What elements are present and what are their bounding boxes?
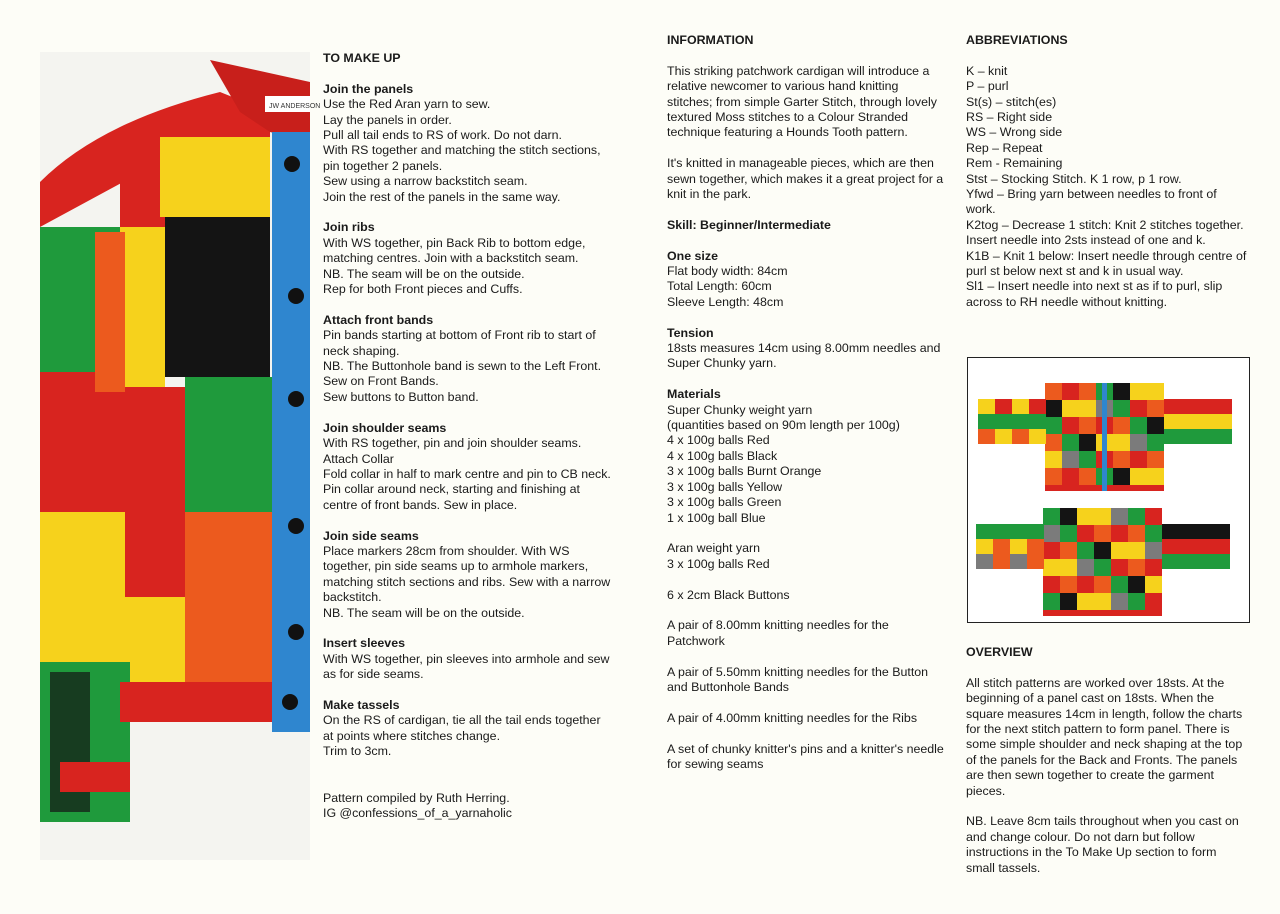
body-yellow-top bbox=[160, 137, 270, 217]
patch bbox=[995, 399, 1012, 414]
patch bbox=[1128, 508, 1145, 525]
tension-heading: Tension bbox=[667, 325, 714, 340]
patch bbox=[1043, 610, 1162, 616]
material-line: Super Chunky weight yarn bbox=[667, 402, 813, 417]
patch bbox=[1077, 559, 1094, 576]
bottom-rib bbox=[120, 682, 280, 722]
patch bbox=[1060, 559, 1077, 576]
patch bbox=[1130, 451, 1147, 468]
make-up-section bbox=[323, 529, 613, 621]
cuff-rib bbox=[60, 762, 130, 792]
make-up-section-heading: Join side seams bbox=[323, 528, 419, 543]
size-heading: One size bbox=[667, 248, 718, 263]
patch bbox=[1145, 508, 1162, 525]
aran-line: 3 x 100g balls Red bbox=[667, 556, 770, 571]
patch bbox=[1181, 429, 1198, 444]
patch bbox=[1062, 400, 1079, 417]
patch bbox=[1196, 539, 1213, 554]
patch bbox=[1147, 383, 1164, 400]
tension-section bbox=[667, 326, 947, 372]
patch bbox=[1128, 576, 1145, 593]
patch bbox=[995, 414, 1012, 429]
make-up-title: TO MAKE UP bbox=[323, 51, 401, 65]
patch bbox=[1043, 542, 1060, 559]
patch bbox=[1079, 400, 1096, 417]
back-garment-diagram bbox=[976, 508, 1230, 616]
patch bbox=[1128, 559, 1145, 576]
patch bbox=[976, 539, 993, 554]
credit-name: Pattern compiled by Ruth Herring. bbox=[323, 790, 510, 805]
patch bbox=[1062, 383, 1079, 400]
patch bbox=[1198, 399, 1215, 414]
overview-body: All stitch patterns are worked over 18sts. At the beginning of a panel cast on 18sts. When the square measures 14cm in length, follow the charts for the next stitch pattern to form panel. There is some simple shoulder and neck shaping at the top of the panels for the Back and Fronts. The panels are then sewn together to create the garment pieces. bbox=[966, 675, 1243, 798]
patch bbox=[1111, 542, 1128, 559]
make-up-section bbox=[323, 636, 613, 682]
patch bbox=[1111, 525, 1128, 542]
label-tag-text: JW ANDERSON bbox=[269, 103, 321, 110]
patch bbox=[1181, 399, 1198, 414]
patch bbox=[1079, 417, 1096, 434]
overview-section bbox=[966, 645, 1248, 876]
patch bbox=[1147, 468, 1164, 485]
abbreviations-column bbox=[966, 33, 1248, 310]
make-up-section-heading: Join ribs bbox=[323, 220, 375, 235]
patch bbox=[1113, 400, 1130, 417]
patch bbox=[1062, 417, 1079, 434]
patch bbox=[1062, 468, 1079, 485]
information-intro-2: It's knitted in manageable pieces, which are then sewn together, which makes it a great project for a knit in the park. bbox=[667, 156, 944, 202]
patch bbox=[1029, 429, 1046, 444]
material-line: 4 x 100g balls Red bbox=[667, 433, 770, 448]
patch bbox=[1128, 525, 1145, 542]
abbreviation-item: St(s) – stitch(es) bbox=[966, 94, 1057, 109]
needles-800: A pair of 8.00mm knitting needles for the Patchwork bbox=[667, 618, 889, 648]
patch bbox=[1043, 576, 1060, 593]
body-red-houndstooth bbox=[125, 387, 185, 597]
make-up-section-body: With WS together, pin sleeves into armhole and sew as for side seams. bbox=[323, 651, 610, 682]
garment-diagram bbox=[967, 357, 1250, 623]
patch bbox=[1062, 451, 1079, 468]
button bbox=[288, 518, 304, 534]
button bbox=[288, 288, 304, 304]
make-up-section-heading: Join shoulder seams bbox=[323, 420, 447, 435]
make-up-section-body: Place markers 28cm from shoulder. With WS together, pin side seams up to armhole markers, matching stitch sections and ribs. Sew with a narrow backstitch. NB. The seam will be on the outside. bbox=[323, 543, 611, 620]
make-up-section-body: With WS together, pin Back Rib to bottom edge, matching centres. Join with a backstitch seam. NB. The seam will be on the outside. Rep for both Front pieces and Cuffs. bbox=[323, 235, 586, 297]
make-up-section-heading: Make tassels bbox=[323, 697, 400, 712]
material-line: 3 x 100g balls Yellow bbox=[667, 479, 783, 494]
patch bbox=[1128, 542, 1145, 559]
materials-heading: Materials bbox=[667, 387, 721, 402]
patch bbox=[1102, 383, 1107, 491]
patch bbox=[1130, 417, 1147, 434]
patch bbox=[1060, 576, 1077, 593]
patch bbox=[1111, 576, 1128, 593]
pins-line: A set of chunky knitter's pins and a knitter's needle for sewing seams bbox=[667, 741, 944, 771]
patch bbox=[1179, 539, 1196, 554]
patch bbox=[1130, 383, 1147, 400]
overview-title: OVERVIEW bbox=[966, 645, 1033, 659]
patch bbox=[1145, 593, 1162, 610]
patch bbox=[1181, 414, 1198, 429]
make-up-section bbox=[323, 220, 613, 297]
patch bbox=[978, 429, 995, 444]
make-up-section-heading: Insert sleeves bbox=[323, 636, 405, 651]
make-up-section-heading: Join the panels bbox=[323, 81, 414, 96]
patch bbox=[1213, 539, 1230, 554]
information-column bbox=[667, 33, 947, 772]
patch bbox=[993, 539, 1010, 554]
patch bbox=[1079, 468, 1096, 485]
patch bbox=[1213, 524, 1230, 539]
patch bbox=[1045, 468, 1062, 485]
patch bbox=[1077, 542, 1094, 559]
patch bbox=[1164, 414, 1181, 429]
patch bbox=[1179, 524, 1196, 539]
patch bbox=[1094, 559, 1111, 576]
patch bbox=[1162, 524, 1179, 539]
patch bbox=[1147, 417, 1164, 434]
patch bbox=[1079, 451, 1096, 468]
patch bbox=[1045, 400, 1062, 417]
patch bbox=[1215, 414, 1232, 429]
patch bbox=[1094, 525, 1111, 542]
patch bbox=[1010, 524, 1027, 539]
needles-400: A pair of 4.00mm knitting needles for the Ribs bbox=[667, 710, 918, 725]
patch bbox=[1145, 542, 1162, 559]
material-line: (quantities based on 90m length per 100g) bbox=[667, 418, 900, 433]
patch bbox=[1113, 468, 1130, 485]
patch bbox=[1145, 559, 1162, 576]
abbreviation-item: Rem - Remaining bbox=[966, 156, 1063, 171]
size-line: Flat body width: 84cm bbox=[667, 264, 788, 279]
patch bbox=[1130, 400, 1147, 417]
overview-note: NB. Leave 8cm tails throughout when you cast on and change colour. Do not darn but follow instructions in the To Make Up section to form small tassels. bbox=[966, 814, 1239, 875]
body-yellow-left bbox=[120, 227, 165, 387]
patch bbox=[1043, 525, 1060, 542]
patch bbox=[1029, 414, 1046, 429]
patch bbox=[1027, 524, 1044, 539]
patch bbox=[978, 414, 995, 429]
abbreviation-item: Sl1 – Insert needle into next st as if to purl, slip across to RH needle without knitting. bbox=[966, 279, 1223, 309]
patch bbox=[1113, 451, 1130, 468]
abbreviations-list bbox=[966, 64, 1248, 311]
make-up-section-body: With RS together, pin and join shoulder seams. Attach Collar Fold collar in half to mark centre and pin to CB neck. Pin collar around neck, starting and finishing at centre of front bands. Sew in place. bbox=[323, 436, 611, 512]
body-black-patch bbox=[165, 217, 270, 377]
patch bbox=[1145, 525, 1162, 542]
abbreviation-item: P – purl bbox=[966, 79, 1009, 94]
patch bbox=[1130, 468, 1147, 485]
patch bbox=[1029, 399, 1046, 414]
patch bbox=[1060, 542, 1077, 559]
patch bbox=[1012, 399, 1029, 414]
patch bbox=[1094, 542, 1111, 559]
patch bbox=[1045, 451, 1062, 468]
abbreviation-item: Yfwd – Bring yarn between needles to front of work. bbox=[966, 187, 1217, 217]
patch bbox=[976, 524, 993, 539]
patch bbox=[995, 429, 1012, 444]
patch bbox=[1111, 508, 1128, 525]
patch bbox=[1045, 434, 1062, 451]
patch bbox=[1164, 429, 1181, 444]
patch bbox=[1147, 451, 1164, 468]
make-up-section bbox=[323, 313, 613, 405]
patch bbox=[1213, 554, 1230, 569]
patch bbox=[978, 399, 995, 414]
make-up-section bbox=[323, 82, 613, 205]
patch bbox=[1060, 525, 1077, 542]
patch bbox=[1162, 539, 1179, 554]
front-garment-diagram bbox=[978, 383, 1232, 491]
diagram-svg bbox=[968, 358, 1249, 622]
abbreviation-item: K – knit bbox=[966, 63, 1008, 78]
patch bbox=[1128, 593, 1145, 610]
patch bbox=[1079, 434, 1096, 451]
patch bbox=[1010, 554, 1027, 569]
patch bbox=[1079, 383, 1096, 400]
button bbox=[284, 156, 300, 172]
patch bbox=[993, 524, 1010, 539]
cardigan-illustration bbox=[40, 52, 321, 860]
body-green-patch bbox=[185, 377, 280, 512]
patch bbox=[1043, 559, 1060, 576]
patch bbox=[1077, 576, 1094, 593]
buttons-line: 6 x 2cm Black Buttons bbox=[667, 587, 790, 602]
abbreviation-item: WS – Wrong side bbox=[966, 125, 1063, 140]
patch bbox=[1027, 539, 1044, 554]
abbreviation-item: K1B – Knit 1 below: Insert needle through centre of purl st below next st and k in usual way. bbox=[966, 248, 1247, 279]
patch bbox=[1164, 399, 1181, 414]
patch bbox=[1215, 429, 1232, 444]
patch bbox=[1045, 417, 1062, 434]
make-up-section bbox=[323, 421, 613, 513]
abbreviation-item: Rep – Repeat bbox=[966, 140, 1043, 155]
make-up-column bbox=[323, 51, 613, 821]
abbreviations-title: ABBREVIATIONS bbox=[966, 33, 1068, 47]
tension-body: 18sts measures 14cm using 8.00mm needles and Super Chunky yarn. bbox=[667, 341, 941, 371]
patch bbox=[1145, 576, 1162, 593]
button bbox=[288, 624, 304, 640]
material-line: 4 x 100g balls Black bbox=[667, 448, 778, 463]
patch bbox=[1130, 434, 1147, 451]
information-title: INFORMATION bbox=[667, 33, 754, 47]
sleeve-yellow-patch bbox=[40, 512, 130, 662]
patch bbox=[976, 554, 993, 569]
button bbox=[282, 694, 298, 710]
make-up-section-heading: Attach front bands bbox=[323, 312, 434, 327]
material-line: 3 x 100g balls Burnt Orange bbox=[667, 464, 822, 479]
patch bbox=[1113, 417, 1130, 434]
patch bbox=[1045, 383, 1062, 400]
patch bbox=[1077, 508, 1094, 525]
patch bbox=[1062, 434, 1079, 451]
patch bbox=[993, 554, 1010, 569]
patch bbox=[1196, 554, 1213, 569]
patch bbox=[1147, 434, 1164, 451]
aran-line: Aran weight yarn bbox=[667, 541, 760, 556]
credit-ig: IG @confessions_of_a_yarnaholic bbox=[323, 805, 512, 820]
patch bbox=[1111, 559, 1128, 576]
body-orange-patch bbox=[185, 512, 280, 682]
patch bbox=[1198, 429, 1215, 444]
patch bbox=[1111, 593, 1128, 610]
patch bbox=[1010, 539, 1027, 554]
patch bbox=[1077, 525, 1094, 542]
information-intro: This striking patchwork cardigan will introduce a relative newcomer to various hand knitting stitches; from simple Garter Stitch, through lovely textured Moss stitches to a Colour Stranded technique featuring a Hounds Tooth pattern. bbox=[667, 63, 937, 140]
patch bbox=[1162, 554, 1179, 569]
size-line: Total Length: 60cm bbox=[667, 279, 772, 294]
abbreviation-item: K2tog – Decrease 1 stitch: Knit 2 stitches together. Insert needle into 2sts instead of one and k. bbox=[966, 217, 1244, 248]
materials-section bbox=[667, 387, 947, 526]
abbreviation-item: Stst – Stocking Stitch. K 1 row, p 1 row. bbox=[966, 171, 1182, 186]
patch bbox=[1012, 429, 1029, 444]
button-band bbox=[272, 132, 310, 732]
body-orange-edge bbox=[95, 232, 125, 392]
patch bbox=[1027, 554, 1044, 569]
sleeve-red-patch bbox=[40, 372, 130, 512]
cardigan-photo bbox=[40, 52, 321, 860]
patch bbox=[1060, 508, 1077, 525]
patch bbox=[1077, 593, 1094, 610]
patch bbox=[1043, 508, 1060, 525]
make-up-section-body: Pin bands starting at bottom of Front rib to start of neck shaping. NB. The Buttonhole band is sewn to the Left Front. Sew on Front Bands. Sew buttons to Button band. bbox=[323, 328, 602, 404]
aran-section bbox=[667, 541, 947, 572]
patch bbox=[1196, 524, 1213, 539]
patch bbox=[1113, 434, 1130, 451]
needles-550: A pair of 5.50mm knitting needles for the Button and Buttonhole Bands bbox=[667, 664, 929, 694]
patch bbox=[1043, 593, 1060, 610]
patch bbox=[1094, 508, 1111, 525]
make-up-section-body: Use the Red Aran yarn to sew. Lay the panels in order. Pull all tail ends to RS of work. Do not darn. With RS together and matching the stitch sections, pin together 2 panels. Sew using a narrow backstitch seam. Join the rest of the panels in the same way. bbox=[323, 97, 601, 204]
size-line: Sleeve Length: 48cm bbox=[667, 294, 784, 309]
patch bbox=[1012, 414, 1029, 429]
patch bbox=[1094, 576, 1111, 593]
make-up-section bbox=[323, 698, 613, 760]
patch bbox=[1094, 593, 1111, 610]
patch bbox=[1179, 554, 1196, 569]
button bbox=[288, 391, 304, 407]
patch bbox=[1215, 399, 1232, 414]
patch bbox=[1113, 383, 1130, 400]
make-up-sections bbox=[323, 82, 613, 760]
patch bbox=[1198, 414, 1215, 429]
make-up-section-body: On the RS of cardigan, tie all the tail ends together at points where stitches change. Trim to 3cm. bbox=[323, 713, 601, 759]
material-line: 3 x 100g balls Green bbox=[667, 495, 782, 510]
patch bbox=[1147, 400, 1164, 417]
abbreviation-item: RS – Right side bbox=[966, 110, 1053, 125]
size-section bbox=[667, 249, 947, 311]
patch bbox=[1060, 593, 1077, 610]
skill-level: Skill: Beginner/Intermediate bbox=[667, 217, 831, 232]
material-line: 1 x 100g ball Blue bbox=[667, 510, 766, 525]
